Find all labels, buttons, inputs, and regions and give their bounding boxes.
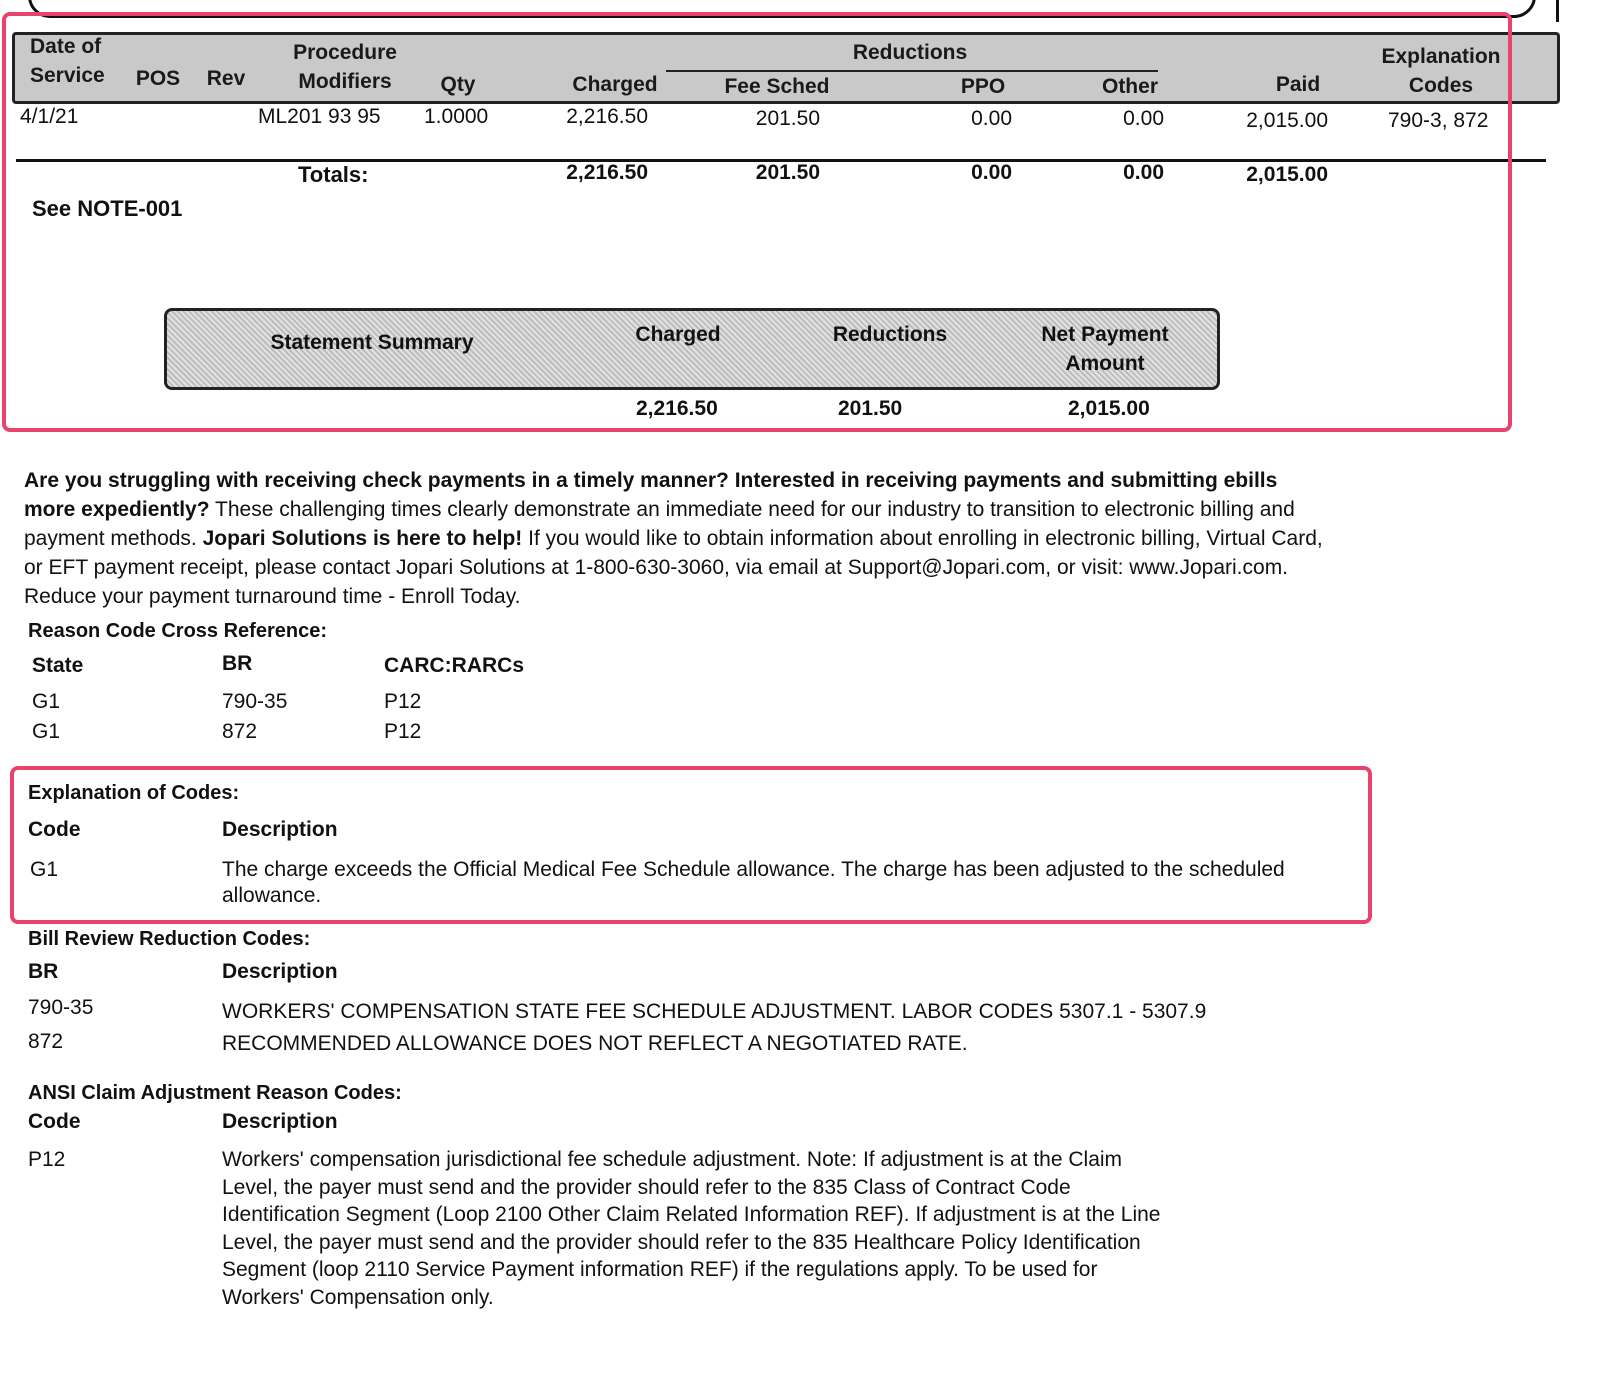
header-other: Other bbox=[1101, 75, 1158, 98]
explanation-col-code: Code bbox=[28, 818, 81, 841]
row-date: 4/1/21 bbox=[20, 105, 79, 128]
summary-net-line2: Amount bbox=[1065, 352, 1145, 375]
explanation-col-description: Description bbox=[222, 818, 338, 841]
totals-charged: 2,216.50 bbox=[566, 161, 648, 184]
cross-reference-col-carc: CARC:RARCs bbox=[384, 654, 524, 677]
bill-review-col-description: Description bbox=[222, 960, 338, 983]
promo-text-1: These challenging times clearly demonstrate an immediate need for our industry to transition to electronic billing and payment methods. bbox=[24, 498, 1295, 550]
row-ppo: 0.00 bbox=[971, 107, 1012, 130]
page-right-rule bbox=[1556, 0, 1559, 22]
promo-bold-mid: Jopari Solutions is here to help! bbox=[202, 527, 523, 550]
row-qty: 1.0000 bbox=[424, 105, 489, 128]
totals-ppo: 0.00 bbox=[971, 161, 1012, 184]
row-other: 0.00 bbox=[1123, 107, 1164, 130]
ansi-desc-line4: Level, the payer must send and the provider should refer to the 835 Healthcare Policy Identification bbox=[222, 1230, 1141, 1254]
summary-charged-value: 2,216.50 bbox=[636, 397, 718, 420]
header-procedure-line2: Modifiers bbox=[298, 70, 392, 93]
totals-paid: 2,015.00 bbox=[1246, 163, 1328, 186]
header-charged: Charged bbox=[572, 73, 658, 96]
summary-net-value: 2,015.00 bbox=[1068, 397, 1150, 420]
header-qty: Qty bbox=[440, 73, 476, 96]
cross-reference-row-2-br: 872 bbox=[222, 720, 258, 743]
bill-review-title: Bill Review Reduction Codes: bbox=[28, 928, 311, 950]
header-reductions: Reductions bbox=[852, 41, 968, 64]
summary-title: Statement Summary bbox=[270, 331, 474, 354]
summary-net-line1: Net Payment bbox=[1041, 323, 1169, 346]
promo-text-2: If you would like to obtain information about enrolling in electronic billing, Virtual Card, or EFT payment receipt, please contact Jopari Solutions at 1-800-630-3060, via email at Support@Jopari.com, or visit: www.Jopari.com. Reduce your payment turnaround time - Enroll Today. bbox=[24, 527, 1323, 608]
ansi-desc-line3: Identification Segment (Loop 2100 Other Claim Related Information REF). If adjustment is at the Line bbox=[222, 1203, 1161, 1226]
ansi-title: ANSI Claim Adjustment Reason Codes: bbox=[28, 1082, 402, 1104]
ansi-desc-line2: Level, the payer must send and the provider should refer to the 835 Class of Contract Code bbox=[222, 1175, 1071, 1199]
header-fee-sched: Fee Sched bbox=[724, 75, 830, 98]
row-fee-sched: 201.50 bbox=[755, 107, 820, 130]
explanation-code-g1: G1 bbox=[30, 858, 59, 881]
row-paid: 2,015.00 bbox=[1246, 109, 1328, 132]
summary-reductions-label: Reductions bbox=[832, 323, 948, 346]
header-date-line2: Service bbox=[30, 64, 105, 87]
header-date-line1: Date of bbox=[30, 35, 102, 58]
header-pos: POS bbox=[135, 67, 181, 90]
header-ppo: PPO bbox=[960, 75, 1006, 98]
totals-fee-sched: 201.50 bbox=[755, 161, 820, 184]
bill-review-row-2-code: 872 bbox=[28, 1030, 64, 1053]
totals-other: 0.00 bbox=[1123, 161, 1164, 184]
bill-review-col-br: BR bbox=[28, 960, 59, 983]
ansi-desc-line5: Segment (loop 2110 Service Payment information REF) if the regulations apply. To be used for bbox=[222, 1258, 1098, 1281]
cross-reference-row-2-carc: P12 bbox=[384, 720, 422, 743]
cross-reference-row-1-carc: P12 bbox=[384, 690, 422, 713]
summary-charged-label: Charged bbox=[635, 323, 721, 346]
explanation-desc-line1: The charge exceeds the Official Medical Fee Schedule allowance. The charge has been adjusted to the scheduled bbox=[222, 858, 1285, 881]
ansi-col-code: Code bbox=[28, 1110, 81, 1133]
highlight-box-claim bbox=[2, 12, 1512, 432]
ansi-col-description: Description bbox=[222, 1110, 338, 1133]
highlight-box-explanation bbox=[10, 766, 1372, 924]
header-procedure-line1: Procedure bbox=[293, 41, 397, 64]
row-charged: 2,216.50 bbox=[566, 105, 648, 128]
explanation-desc-line2: allowance. bbox=[222, 884, 322, 907]
bill-review-row-2-desc: RECOMMENDED ALLOWANCE DOES NOT REFLECT A NEGOTIATED RATE. bbox=[222, 1032, 968, 1055]
cross-reference-row-1-br: 790-35 bbox=[222, 690, 288, 713]
promo-bold-lead: Are you struggling with receiving check payments in a timely manner? Interested in receiving payments and submitting ebills more expediently? bbox=[24, 469, 1278, 521]
cross-reference-col-state: State bbox=[32, 654, 84, 677]
totals-label: Totals: bbox=[298, 162, 369, 187]
cross-reference-row-1-state: G1 bbox=[32, 690, 61, 713]
row-explanation-codes: 790-3, 872 bbox=[1388, 109, 1489, 132]
header-explanation-line2: Codes bbox=[1408, 74, 1474, 97]
cross-reference-row-2-state: G1 bbox=[32, 720, 61, 743]
header-paid: Paid bbox=[1275, 73, 1321, 96]
row-procedure: ML201 93 95 bbox=[258, 105, 381, 128]
bill-review-row-1-code: 790-35 bbox=[28, 996, 94, 1019]
header-explanation-line1: Explanation bbox=[1381, 45, 1501, 68]
cross-reference-title: Reason Code Cross Reference: bbox=[28, 620, 327, 642]
explanation-codes-title: Explanation of Codes: bbox=[28, 782, 240, 804]
ansi-code-p12: P12 bbox=[28, 1148, 66, 1171]
header-rev: Rev bbox=[206, 67, 246, 90]
ansi-desc-line1: Workers' compensation jurisdictional fee schedule adjustment. Note: If adjustment is at the Claim bbox=[222, 1148, 1123, 1171]
bill-review-row-1-desc: WORKERS' COMPENSATION STATE FEE SCHEDULE ADJUSTMENT. LABOR CODES 5307.1 - 5307.9 bbox=[222, 1000, 1207, 1023]
promo-paragraph bbox=[24, 466, 1324, 611]
summary-reductions-value: 201.50 bbox=[838, 397, 903, 420]
see-note: See NOTE-001 bbox=[32, 196, 183, 221]
ansi-desc-line6: Workers' Compensation only. bbox=[222, 1285, 494, 1309]
cross-reference-col-br: BR bbox=[222, 652, 253, 675]
